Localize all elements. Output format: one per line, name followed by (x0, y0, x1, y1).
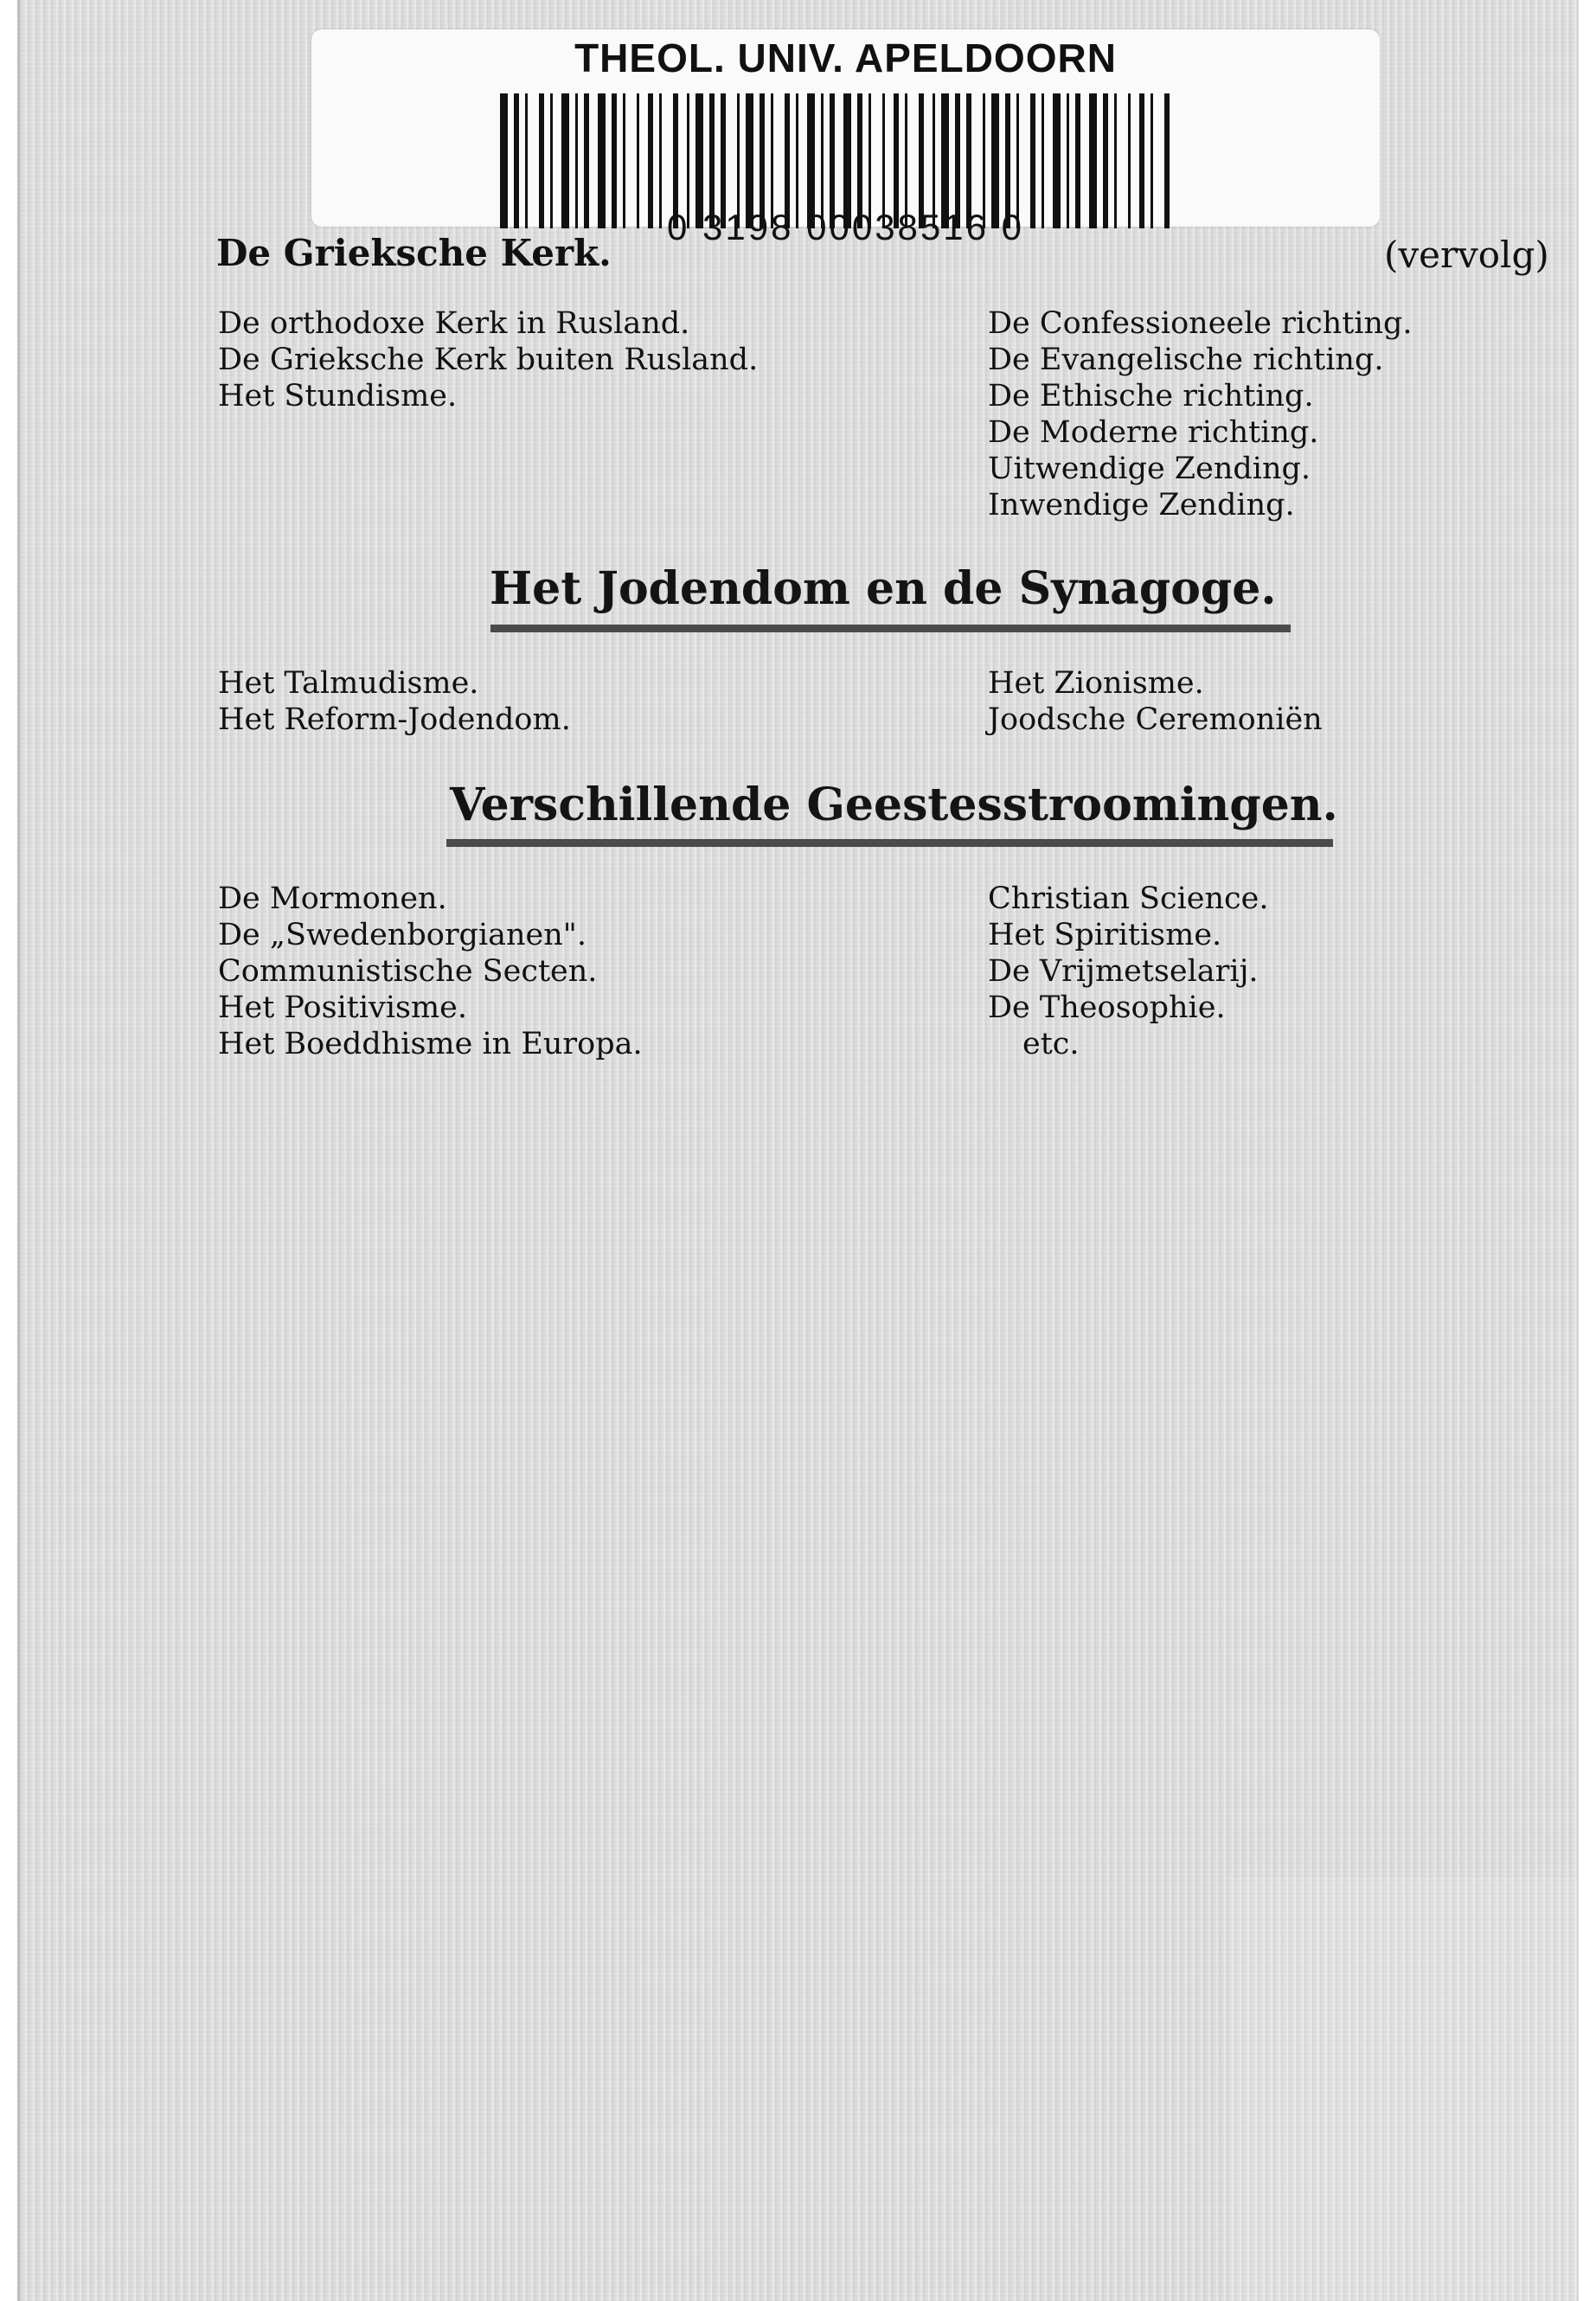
list-item: De Vrijmetselarij. (988, 954, 1259, 989)
section-title-jodendom: Het Jodendom en de Synagoge. (490, 562, 1277, 615)
list-item: Het Spiritisme. (988, 918, 1222, 952)
section-underline (446, 839, 1333, 847)
list-item: Het Reform-Jodendom. (218, 702, 571, 737)
label-title: THEOL. UNIV. APELDOORN (574, 35, 1117, 80)
list-item: Communistische Secten. (218, 954, 598, 989)
list-item: De Ethische richting. (988, 379, 1314, 413)
list-item: De Mormonen. (218, 881, 447, 916)
jodendom-left-column (218, 665, 571, 738)
list-item: Het Talmudisme. (218, 666, 479, 701)
jodendom-right-column (988, 665, 1323, 738)
list-item: Het Stundisme. (218, 379, 458, 413)
section-title-geestesstroomingen: Verschillende Geestesstroomingen. (450, 779, 1338, 831)
list-item: Het Zionisme. (988, 666, 1204, 701)
list-item: De Grieksche Kerk buiten Rusland. (218, 343, 759, 377)
list-item: Uitwendige Zending. (988, 452, 1311, 486)
list-item: De „Swedenborgianen". (218, 918, 587, 952)
geestesstroomingen-left-column (218, 881, 643, 1062)
top-right-column (988, 305, 1413, 523)
list-item: Joodsche Ceremoniën (988, 702, 1323, 737)
list-item: De Evangelische richting. (988, 343, 1384, 377)
paper-shade (1228, 1877, 1579, 2301)
geestesstroomingen-right-column (988, 881, 1268, 1062)
list-item: De orthodoxe Kerk in Rusland. (218, 306, 690, 341)
section-underline (490, 625, 1291, 632)
header-vervolg: (vervolg) (1384, 234, 1549, 276)
list-item: De Theosophie. (988, 990, 1226, 1025)
top-left-column (218, 305, 758, 414)
list-item: etc. (1022, 1027, 1080, 1061)
list-item: Inwendige Zending. (988, 488, 1295, 522)
list-item: Het Positivisme. (218, 990, 467, 1025)
list-item: Het Boeddhisme in Europa. (218, 1027, 643, 1061)
header-grieksche-kerk-text: De Grieksche Kerk. (216, 232, 612, 274)
list-item: Christian Science. (988, 881, 1269, 916)
list-item: De Moderne richting. (988, 415, 1319, 450)
list-item: De Confessioneele richting. (988, 306, 1413, 341)
page-edge (17, 0, 20, 2301)
label-number: 0 3198 00038516 0 (666, 207, 1025, 247)
library-barcode-label (311, 29, 1380, 247)
